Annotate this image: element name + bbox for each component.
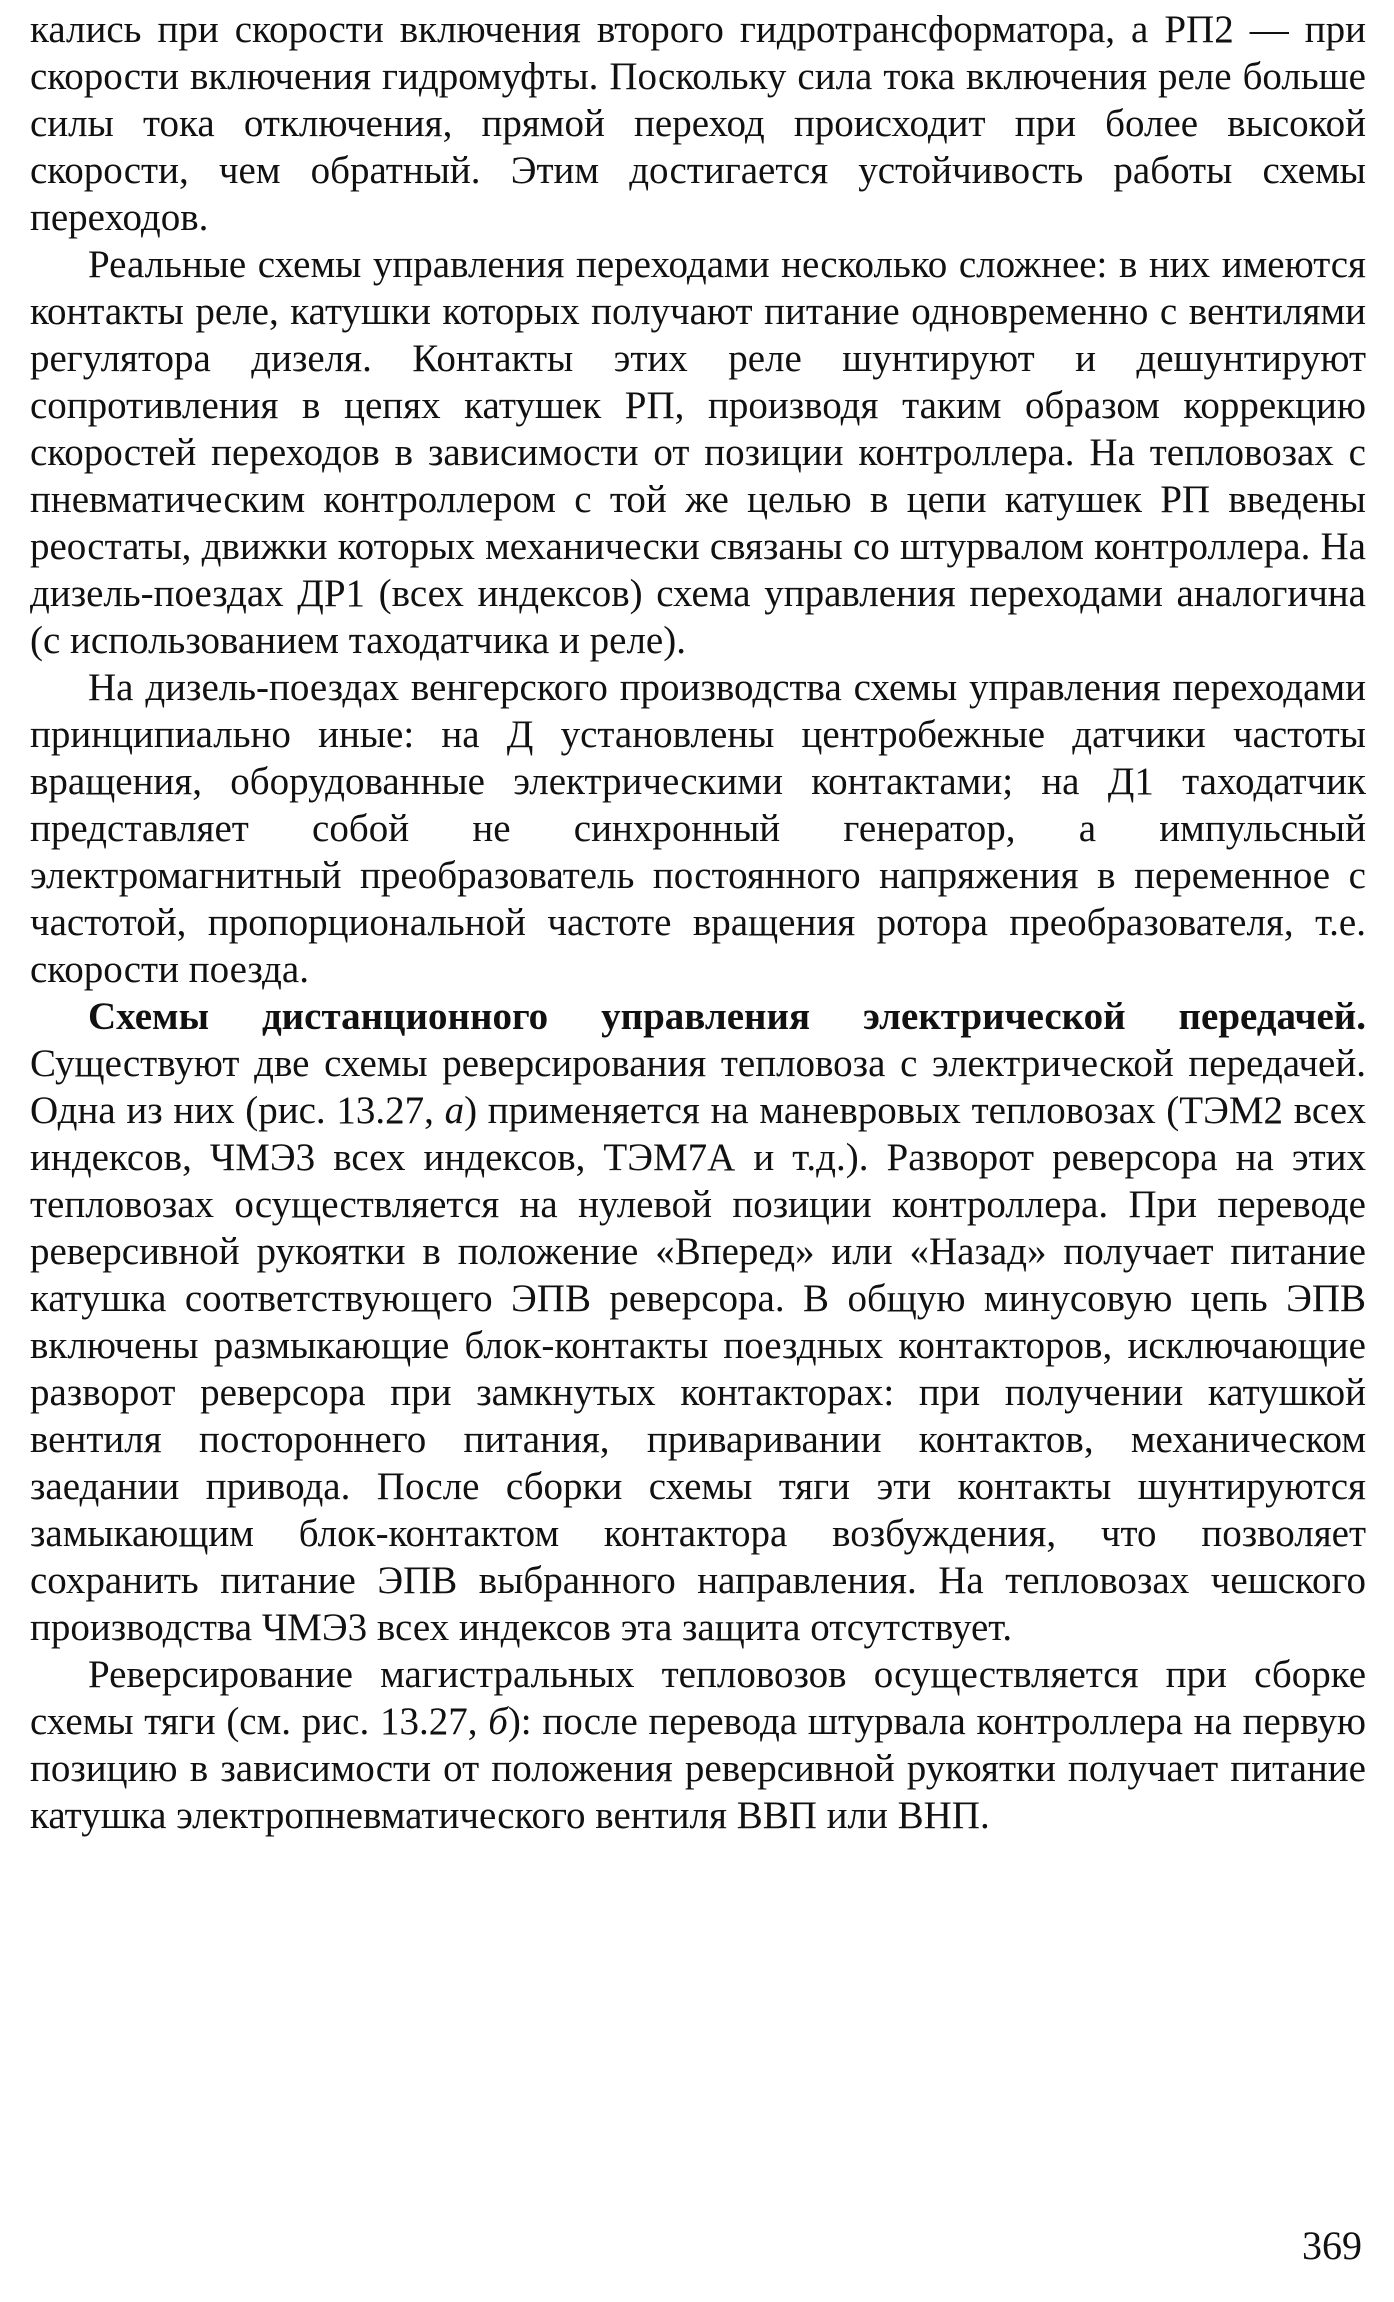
- paragraph-text-part: ): после перевода штурвала контроллера на первую позицию в зависимости от положения реверсивной рукоятки получает питание катушка электропневматического вентиля ВВП или ВНП.: [30, 1700, 1366, 1837]
- page-body: [30, 6, 1366, 1839]
- paragraph-mainline-reversing: [30, 1651, 1366, 1839]
- paragraph-continued: кались при скорости включения второго гидротрансформатора, а РП2 — при скорости включения гидромуфты. Поскольку сила тока включения реле больше силы тока отключения, прямой переход происходит при более высокой скорости, чем обратный. Этим достигается устойчивость работы схемы переходов.: [30, 8, 1366, 239]
- paragraph-remote-control: [30, 993, 1366, 1651]
- page-number: 369: [1302, 2223, 1362, 2268]
- paragraph-hungarian-trains: На дизель-поездах венгерского производства схемы управления переходами принципиально иные: на Д установлены центробежные датчики частоты вращения, оборудованные электрическими контактами; на Д1 таходатчик представляет собой не синхронный генератор, а импульсный электромагнитный преобразователь постоянного напряжения в переменное с частотой, пропорциональной частоте вращения ротора преобразователя, т.е. скорости поезда.: [30, 666, 1366, 991]
- section-run-in-heading: Схемы дистанционного управления электрической передачей.: [88, 995, 1366, 1038]
- figure-letter-a: а: [444, 1089, 465, 1132]
- paragraph-text-part: Реверсирование магистральных тепловозов осуществляется при сборке схемы тяги (см. рис. 13.27,: [30, 1653, 1366, 1743]
- paragraph-text-part: ) применяется на маневровых тепловозах (ТЭМ2 всех индексов, ЧМЭ3 всех индексов, ТЭМ7А и т.д.). Разворот реверсора на этих тепловозах осуществляется на нулевой позиции контроллера. При переводе реверсивной рукоятки в положение «Вперед» или «Назад» получает питание катушка соответствующего ЭПВ реверсора. В общую минусовую цепь ЭПВ включены размыкающие блок-контакты поездных контакторов, исключающие разворот реверсора при замкнутых контакторах: при получении катушкой вентиля постороннего питания, приваривании контактов, механическом заедании привода. После сборки схемы тяги эти контакты шунтируются замыкающим блок-контактом контактора возбуждения, что позволяет сохранить питание ЭПВ выбранного направления. На тепловозах чешского производства ЧМЭ3 всех индексов эта защита отсутствует.: [30, 1089, 1366, 1649]
- figure-letter-b: б: [488, 1700, 508, 1743]
- paragraph-text-part: Существуют две схемы реверсирования тепловоза с электрической передачей. Одна из них (рис. 13.27,: [30, 1042, 1366, 1132]
- paragraph-real-schemes: Реальные схемы управления переходами несколько сложнее: в них имеются контакты реле, катушки которых получают питание одновременно с вентилями регулятора дизеля. Контакты этих реле шунтируют и дешунтируют сопротивления в цепях катушек РП, производя таким образом коррекцию скоростей переходов в зависимости от позиции контроллера. На тепловозах с пневматическим контроллером с той же целью в цепи катушек РП введены реостаты, движки которых механически связаны со штурвалом контроллера. На дизель-поездах ДР1 (всех индексов) схема управления переходами аналогична (с использованием таходатчика и реле).: [30, 243, 1366, 662]
